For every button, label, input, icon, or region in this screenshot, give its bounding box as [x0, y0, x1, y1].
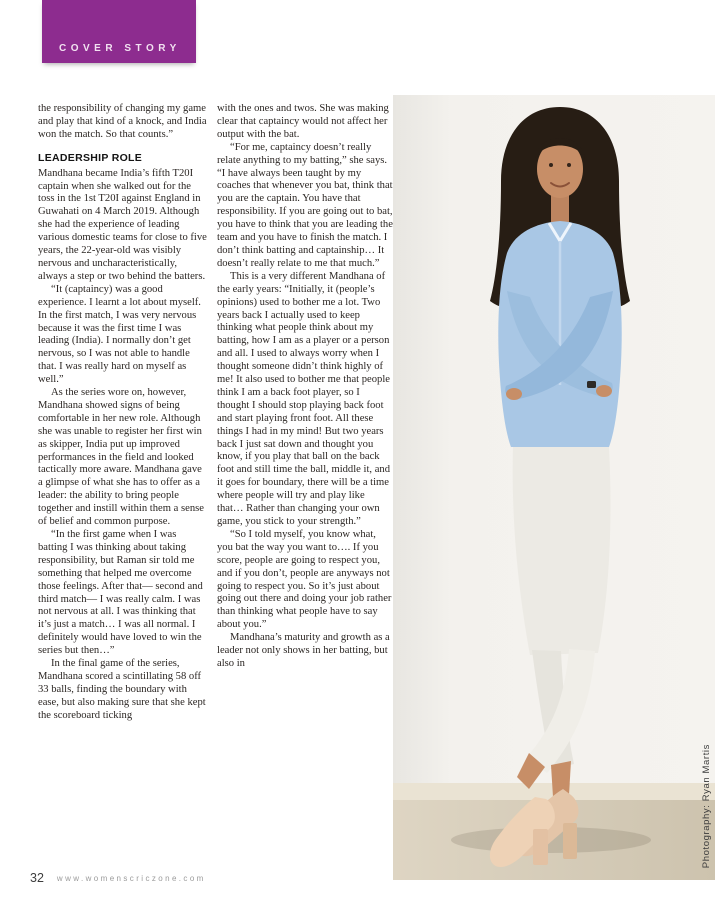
- paragraph: “For me, captaincy doesn’t really relate anything to my batting,” she says. “I have always been taught by my coaches that whenever you bat, think that you are the captain. You have that responsibility. If you are going out to bat, you have to think that you are leading the team and you have to finish the match. I don’t think batting and captainship… It doesn’t really relate to me that much.”: [217, 141, 393, 269]
- section-heading: LEADERSHIP ROLE: [38, 151, 143, 164]
- photo-smriti-mandhana: [393, 95, 715, 880]
- photo-illustration: [393, 95, 715, 880]
- page-number: 32: [30, 871, 44, 885]
- paragraph: In the final game of the series, Mandhana scored a scintillating 58 off 33 balls, finding the boundary with ease, but also making sure that she kept the scoreboard ticking: [38, 658, 206, 721]
- paragraph: As the series wore on, however, Mandhana showed signs of being comfortable in her new role. Although she was unable to register her first win as skipper, India put up improved performances in the field and looked tactically more aware. Mandhana gave a glimpse of what she has to offer as a leader: the ability to bring people together and instill within them a sense of belief and common purpose.: [38, 387, 204, 528]
- paragraph: with the ones and twos. She was making clear that captaincy would not affect her output with the bat.: [217, 103, 389, 140]
- paragraph: Mandhana’s maturity and growth as a leader not only shows in her batting, but also in: [217, 632, 390, 669]
- paragraph: “So I told myself, you know what, you bat the way you want to…. If you score, people are going to respect you, and if you don’t, people are anyways not going to respect you. So it’s just about going out there and doing your job rather than thinking what people have to say about you.”: [217, 528, 392, 631]
- hand-right: [506, 388, 522, 400]
- paragraph: the responsibility of changing my game and play that kind of a knock, and India won the match. So that counts.”: [38, 103, 207, 140]
- wristwatch: [587, 381, 596, 388]
- left-eye: [549, 163, 553, 167]
- paragraph: “In the first game when I was batting I was thinking about taking responsibility, but Raman sir told me something that helped me overcome those feelings. After that— second and third match— I was really calm. I was not nervous at all. I was thinking that it’s just a match… I was all normal. I definitely would have loved to win the series but then…”: [38, 529, 203, 657]
- page-footer: [30, 871, 206, 885]
- photo-credit: Photography: Ryan Martis: [701, 743, 712, 868]
- cover-story-label: COVER STORY: [59, 43, 181, 54]
- paragraph: “It (captaincy) was a good experience. I learnt a lot about myself. In the first match, I was very nervous because it was the first time I was leading (India). I normally don’t get nervous, so I was not able to handle that. I was really hard on myself as well.”: [38, 283, 201, 386]
- right-eye: [567, 163, 571, 167]
- heel-block-front: [533, 829, 548, 865]
- hand-left: [596, 385, 612, 397]
- website-url: www.womenscriczone.com: [56, 873, 206, 883]
- article-column-1: [38, 103, 208, 723]
- heel-block-back: [563, 823, 577, 859]
- cover-story-tag: [42, 0, 196, 63]
- paragraph: Mandhana became India’s fifth T20I captain when she walked out for the toss in the 1st T20I against England in Guwahati on 4 March 2019. Although she had the experience of leading various domestic teams for close to five years, the 22-year-old was visibly nervous and uncharacteristically, always a step or two behind the batters.: [38, 167, 207, 282]
- article-column-2: [217, 103, 393, 671]
- trousers: [513, 447, 611, 655]
- paragraph: This is a very different Mandhana of the early years: “Initially, it (people’s opinions) used to bother me a lot. Two years back I actually used to keep thinking what people think about my batting, how I am as a player or a person and all. I used to always worry when I thought someone didn’t think highly of me! It also used to bother me that people think I am a back foot player, so I thought I should stop playing back foot and start playing front foot. All these things I had in my mind! But two years back I just sat down and thought you know, if you play that ball on the back foot and still time the ball, middle it, and it goes for boundary, there will be a time where people will try and play like that… Rather than changing your own game, you stick to your strength.”: [217, 270, 391, 527]
